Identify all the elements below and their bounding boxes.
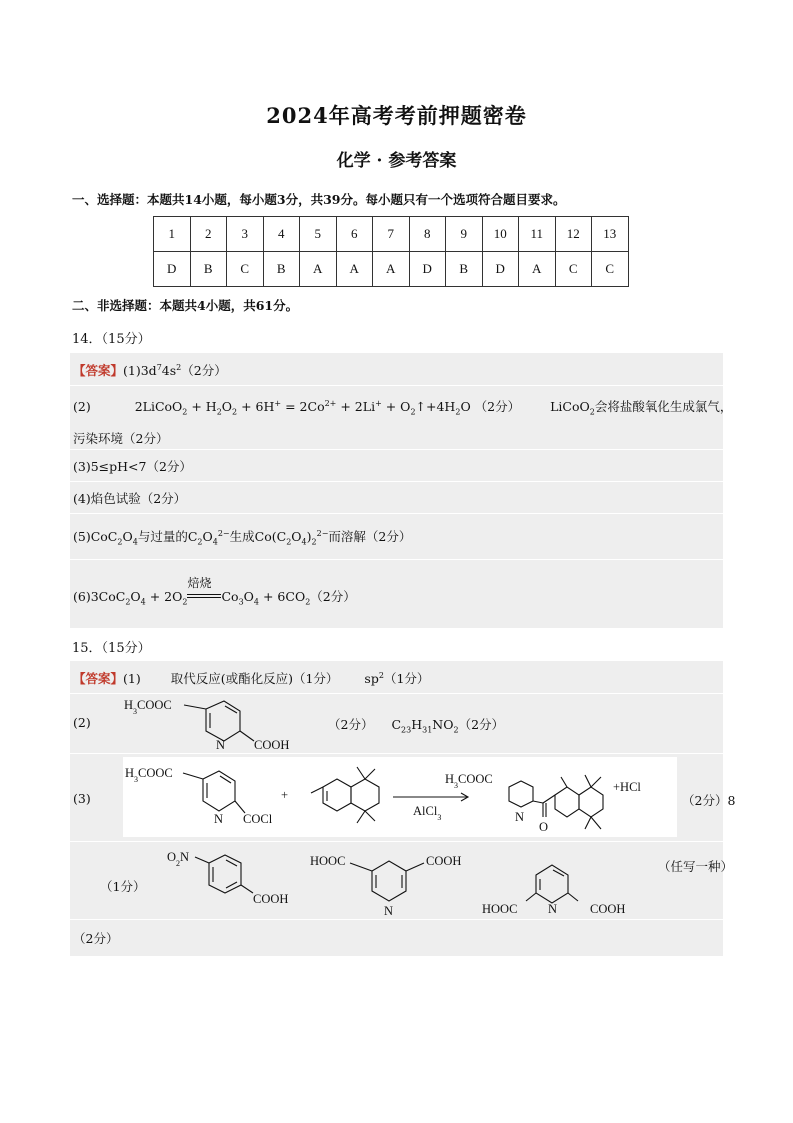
- answer-cell: A: [336, 252, 373, 287]
- number-cell: 10: [482, 217, 519, 252]
- reaction-scheme-box: [123, 757, 677, 837]
- atom-label: COOH: [590, 902, 626, 916]
- answer-cell: C: [592, 252, 629, 287]
- answer-tag: 【答案】: [73, 671, 124, 686]
- atom-label: COOH: [426, 854, 462, 868]
- q14-row-4: [70, 481, 723, 514]
- part-number: (3): [73, 791, 91, 806]
- score: （2分）: [310, 589, 356, 604]
- number-cell: 5: [300, 217, 337, 252]
- q14-line-3: (3)5≤pH<7（2分）: [73, 459, 192, 474]
- answer-table: [153, 216, 629, 287]
- isomer-1-structure: [165, 845, 325, 915]
- atom-label: HOOC: [482, 902, 518, 916]
- number-cell: 6: [336, 217, 373, 252]
- reason-text: 会将盐酸氧化生成氯气，: [594, 399, 733, 414]
- number-cell: 1: [154, 217, 191, 252]
- atom-label: N: [216, 738, 226, 752]
- q14-answer-block: [70, 353, 733, 628]
- answer-table-number-row: [154, 217, 629, 252]
- reaction-condition: 焙烧: [187, 575, 212, 590]
- part-number: (2): [73, 399, 91, 414]
- answer-cell: A: [373, 252, 410, 287]
- number-cell: 3: [227, 217, 264, 252]
- q15-row-3: [70, 753, 736, 842]
- answer-cell: A: [300, 252, 337, 287]
- atom-label: COOH: [253, 892, 289, 906]
- compound-a-structure: [120, 695, 310, 753]
- part-number: (1): [123, 671, 141, 686]
- answer-cell: A: [519, 252, 556, 287]
- q15-line-3-score: （2分）8: [682, 793, 736, 808]
- catalyst: AlCl$_3$: [413, 804, 442, 822]
- q14-row-1: [70, 353, 723, 386]
- isomer-3-structure: [480, 843, 680, 917]
- atom-label: $H_3COOC$: [445, 772, 493, 790]
- q15-header: 15．（15分）: [72, 641, 151, 656]
- note: （任写一种）: [658, 859, 734, 874]
- q14-line-1: 【答案】$(1)3d^74s^2(2$分）: [73, 362, 227, 378]
- answer-cell: C: [227, 252, 264, 287]
- atom-label: COCl: [243, 812, 273, 826]
- score: （2分）: [328, 717, 374, 732]
- number-cell: 8: [409, 217, 446, 252]
- atom-label: $H_3COOC$: [124, 698, 172, 716]
- number-cell: 7: [373, 217, 410, 252]
- equation: 2LiCoO$_2$ + $H_2O_2 + 6H^+ = 2Co^{2+} + 2Li^+$ + $O_2↑+4H_2O$: [134, 398, 471, 417]
- answer-tag: 【答案】: [73, 363, 124, 378]
- part-number: (6): [73, 589, 91, 604]
- answer-cell: D: [482, 252, 519, 287]
- byproduct: +HCl: [613, 780, 641, 794]
- text: 生成: [229, 529, 255, 544]
- hybridization: $sp^2$: [364, 670, 384, 686]
- score: （2分）: [474, 399, 521, 414]
- section-choice-heading: 一、选择题：本题共14小题，每小题3分，共39分。每小题只有一个选项符合题目要求。: [72, 192, 566, 207]
- formula: LiCoO$_2$: [550, 399, 595, 417]
- atom-label: N: [214, 812, 224, 826]
- atom-label: O: [539, 820, 549, 834]
- q14-line-6: $(6)3CoC_2O_4 + 2O_2$ 焙烧 $Co_3O_4 + 6CO_2(2$分）: [73, 575, 356, 607]
- number-cell: 11: [519, 217, 556, 252]
- atom-label: $H_3COOC$: [125, 766, 173, 784]
- answer-cell: C: [555, 252, 592, 287]
- isomer-2-structure: [308, 841, 488, 919]
- part-number: (1): [123, 363, 141, 378]
- number-cell: 12: [555, 217, 592, 252]
- q15-row-1: [70, 661, 723, 694]
- q14-line-2: [73, 397, 732, 417]
- number-cell: 9: [446, 217, 483, 252]
- part-number: (5): [73, 529, 91, 544]
- text: 与过量的: [137, 529, 188, 544]
- text: 而溶解（2分）: [328, 529, 412, 544]
- score: （2分）: [181, 363, 227, 378]
- q15-line-5: （2分）: [73, 931, 119, 946]
- atom-label: $O_2N$: [167, 850, 190, 868]
- q14-line-5: $(5)CoC_2O_4$与过量的$C_2O_4^{2-}$生成$Co(C_2O_4)_2^{2-}$而溶解（2分）: [73, 528, 412, 547]
- answer-cell: D: [409, 252, 446, 287]
- atom-label: COOH: [254, 738, 290, 752]
- q15-line-2-score: （2分） $C_{23}H_{31}NO_2(2$分）: [328, 717, 505, 735]
- q14-row-2: [70, 385, 733, 450]
- q14-line-2b: 污染环境（2分）: [73, 431, 169, 446]
- q15-answer-block: [70, 661, 736, 956]
- number-cell: 2: [190, 217, 227, 252]
- reaction-type: 取代反应(或酯化反应)（1分）: [170, 671, 339, 686]
- part-number: (2): [73, 715, 91, 730]
- atom-label: N: [515, 810, 525, 824]
- q14-row-3: [70, 449, 723, 482]
- answer-table-answer-row: [154, 252, 629, 287]
- section-nonchoice-heading: 二、非选择题：本题共4小题，共61分。: [72, 298, 299, 313]
- number-cell: 13: [592, 217, 629, 252]
- q15-row-5: [70, 919, 723, 956]
- answer-cell: B: [263, 252, 300, 287]
- q14-header: 14．（15分）: [72, 332, 151, 347]
- score: （1分）: [100, 879, 146, 894]
- plus-sign: +: [281, 788, 289, 802]
- q14-row-6: [70, 559, 723, 628]
- answer-cell: B: [190, 252, 227, 287]
- q14-line-4: (4)焰色试验（2分）: [73, 491, 187, 506]
- q15-row-2: [70, 693, 723, 754]
- atom-label: N: [384, 904, 394, 918]
- reaction-arrow: [187, 575, 221, 604]
- score: （2分）: [458, 717, 505, 732]
- q15-row-4: [70, 841, 734, 920]
- q14-row-5: [70, 513, 723, 560]
- number-cell: 4: [263, 217, 300, 252]
- answer-cell: B: [446, 252, 483, 287]
- atom-label: HOOC: [310, 854, 346, 868]
- page-subtitle: 化学 · 参考答案: [336, 151, 457, 171]
- q15-line-1: [73, 669, 429, 687]
- page-title: 2024年高考考前押题密卷: [266, 103, 527, 128]
- score: （1分）: [383, 671, 430, 686]
- atom-label: N: [548, 902, 558, 916]
- reaction-scheme: [123, 757, 677, 837]
- answer-cell: D: [154, 252, 191, 287]
